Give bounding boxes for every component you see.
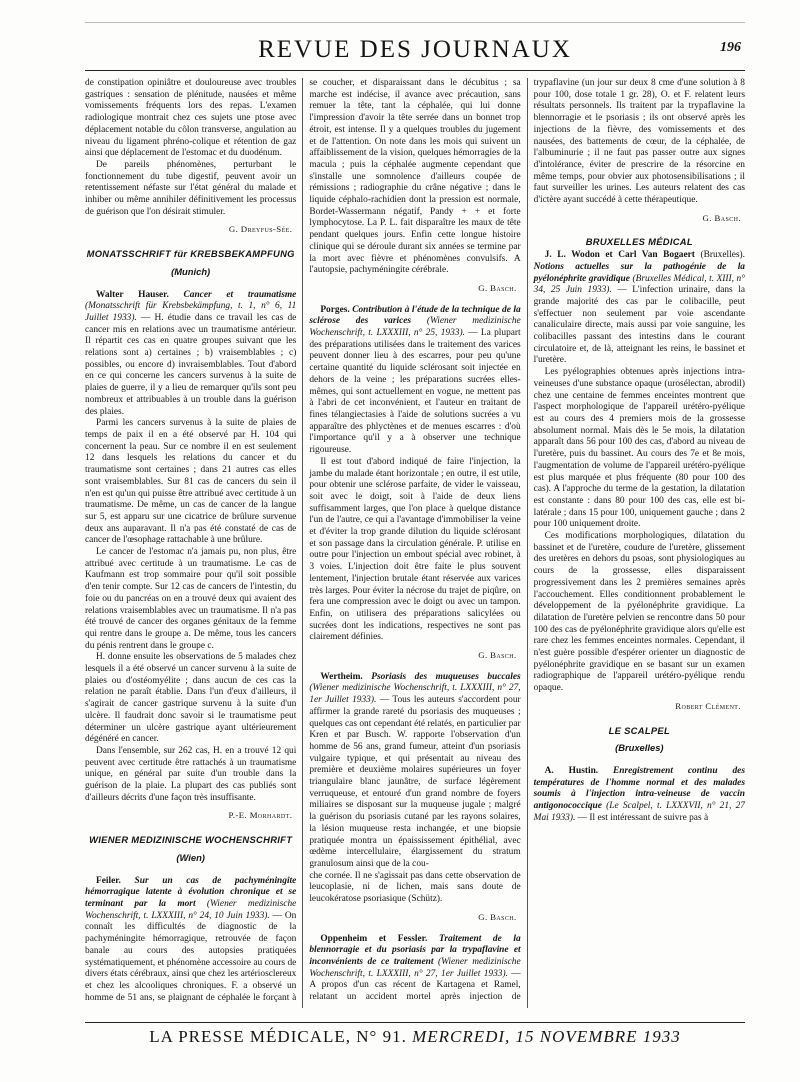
top-rule (85, 22, 745, 23)
footer-journal: LA PRESSE MÉDICALE, (149, 1027, 351, 1046)
article-source: (Wiener medizinische Wochenschrift, t. LXXXIII, n° 25, 1933). (309, 316, 521, 339)
journal-section-city: (Bruxelles) (615, 742, 664, 754)
article-text: — A propos d'un cas récent de Kartagena et Ramel, relatant un accident mortel après injection de trypaflavine (un jour sur deux 8 cme d'une solution à 8 pour 100, dose totale 1 gr. 28), O. et F. relatent leurs résultats personnels. Ils traitent par la trypaflavine la blennorragie et le psoriasis ; ils ont observé après les injections de la fièvre, des vomissements et des nausées, des battements de cœur, de la céphalée, de l'albuminurie ; il ne faut pas passer outre aux signes d'intolérance, éviter de prescrire de la résorcine en même temps, pour obvier aux photosensibilisations ; il faut surveiller les urines. Les auteurs relatent des cas d'ictère ayant succédé à cette thérapeutique. (309, 78, 745, 1003)
author-signature: G. Dreyfus-Sée. (228, 224, 293, 235)
page-footer (85, 1022, 745, 1051)
article-columns (85, 78, 745, 1008)
article-author: A. Hustin. (544, 765, 599, 776)
article-text: — On connaît les difficultés de diagnostic de la pachyméningite hémorragique, retrouvée de façon banale au cours des autopsies pratiquées systématiquement, et phénomène accessoire au cours de divers états cérébraux, ainsi que chez les artériosclereux et chez les alcooliques chroniques. F. a observé un homme de 51 ans, se plaignant de céphalée le forçant à se coucher, et disparaissant dans le décubitus ; sa marche est indécise, il avance avec précaution, sans remuer la tête, tant la céphalée, qui lui donne l'impression d'avoir la tête serrée dans un bonnet trop étroit, est intense. Il y a quelques troubles du jugement et de l'attention. On note dans les mois qui suivent un affaiblissement de la vision, quelques hémorragies de la macula ; puis la céphalée augmente cependant que s'installe une somnolence d'ailleurs coupée de rémissions ; radiographie du crâne négative ; dans le liquide céphalo-rachidien dont la pression est normale, Bordet-Wassermann négatif, Pandy + + et forte lymphocytose. La P. L. fait disparaître les maux de tête pendant quelques jours. Enfin cette longue histoire clinique qui se déroule durant six années se termine par la mort avec fièvre et phénomènes convulsifs. A l'autopsie, pachyméningite cérébrale. (85, 78, 521, 1003)
author-signature: Robert Clément. (675, 700, 741, 711)
footer-date: MERCREDI, 15 NOVEMBRE 1933 (412, 1027, 681, 1046)
article-text: — La plupart des préparations utilisées dans le traitement des varices peuvent donner lieu à des escarres, pour peu qu'une certaine quantité du liquide sclérosant soit injectée en dehors de la veine ; les préparations sucrées elles-mêmes, qui sont actuellement en vogue, ne mettent pas à l'abri de cet inconvénient, et l'auteur en traitant de fines télangiectasies à l'aide de solutions sucrées a vu apparaître des phlyctènes et de menues escarres : d'où l'importance qu'il y a à observer une technique rigoureuse. (309, 328, 521, 456)
article-title: Sur un cas de pachyméningite hémorragique latente à évolution chronique et se terminant par la mort (85, 875, 297, 909)
article-title: Notions actuelles sur la pathogénie de la pyélonéphrite gravidique (533, 261, 745, 284)
article-text: — Tous les auteurs s'accordent pour affirmer la grande rareté du psoriasis des muqueuses ; quelques cas ont cependant été relatés, en particulier par Kren et par Busch. W. rapporte l'observation d'un homme de 56 ans, grand fumeur, atteint d'un psoriasis vulgaire typique, et qui présentait au niveau des première et deuxième molaires supérieures un foyer triangulaire blanc jaunâtre, de surface légèrement verruqueuse, et entouré d'un grand nombre de foyers miliaires se disposant sur la muqueuse jugale ; malgré la guérison du psoriasis cutané par les rayons solaires, la lésion muqueuse resta inchangée, et une biopsie pratiquée montra un épaississement épithélial, avec œdème intercellulaire, élargissement du stratum granulosum ainsi que de la cou- (309, 695, 521, 869)
author-signature: G. Basch. (478, 282, 517, 293)
article-author: Feiler. (96, 875, 121, 886)
article-title: Psoriasis des muqueuses buccales (371, 671, 521, 682)
article-author: Walter Hauser. (96, 289, 169, 300)
paragraph: Le cancer de l'estomac n'a jamais pu, non plus, être attribué avec certitude à un traumatisme. Le cas de Kaufmann est trop sommaire pour qu'il soit possible d'en tenir compte. Sur 12 cas de cancers de l'intestin, du foie ou du pancréas on en a trouvé deux qui avaient des relations vraisemblables avec un traumatisme. Il n'a pas été trouvé de cancer des organes génitaux de la femme qui rentre dans le groupe a. De même, tous les cancers du pénis rentrent dans le groupe c. (85, 547, 297, 651)
journal-section-city: (Wien) (176, 851, 205, 863)
paragraph: H. donne ensuite les observations de 5 malades chez lesquels il a été observé un cancer survenu à la suite de plaies ou d'ostéomyélite ; dans aucun de ces cas la relation ne paraît établie. Dans l'un d'eux d'ailleurs, il s'agirait de cancer gastrique survenu à la suite d'un ulcère. Il faudrait donc savoir si le traumatisme peut déterminer un ulcère gastrique ayant ultérieurement dégénéré en cancer. (85, 652, 297, 745)
author-signature: P.-E. Morhardt. (228, 810, 293, 821)
paragraph: de constipation opiniâtre et douloureuse avec troubles gastriques : sensation de plénitude, nausées et même vomissements fréquents lors des repas. L'examen radiologique montrait chez ces sujets une ptose avec déplacement notable du côlon transverse, angulation au niveau du ligament phréno-colique et rétention de gaz ainsi que déplacement de l'estomac et du duodénum. (85, 78, 297, 159)
paragraph: Ces modifications morphologiques, dilatation du bassinet et de l'uretère, coudure de l'uretère, glissement des uretères en dehors du psoas, sont physiologiques au cours de la grossesse, elles disparaissent progressivement dans les 2 premières semaines après l'accouchement. Elles conditionnent probablement le développement de la pyélonéphrite gravidique. La dilatation de l'uretère pelvien se rencontre dans 50 pour 100 des cas de pyélonéphrite gravidique alors qu'elle est rare chez les femmes enceintes normales. Cependant, il n'est guère possible d'espérer orienter un diagnostic de pyélonéphrite gravidique en se basant sur un examen radiographique de l'appareil urétéro-pyélique rendu opaque. (533, 531, 745, 694)
article-entry (309, 672, 520, 871)
paragraph: Les pyélographies obtenues après injections intra-veineuses d'une substance opaque (urosélectan, abrodil) chez une centaine de femmes enceintes montrent que l'aspect morphologique de l'appareil urétéro-pyélique est au cours des 4 premiers mois de la grossesse absolument normal. Mais dès le 5e mois, la dilatation apparaît dans 56 pour 100 des cas, d'abord au niveau de l'uretère, puis du bassinet. Au cours des 7e et 8e mois, l'augmentation de volume de l'appareil urétéro-pyélique est plus marquée et plus fréquente (80 pour 100 des cas). A l'approche du terme de la gestation, la dilatation est constante : dans 80 pour 100 des cas, elle est bi-latérale ; dans 15 pour 100, uniquement gauche ; dans 2 pour 100 uniquement droite. (533, 367, 745, 530)
article-text: — L'infection urinaire, dans la grande majorité des cas par le colibacille, peut s'effectuer non seulement par voie ascendante canaliculaire directe, mais aussi par voie sanguine, les colibacilles passant des intestins dans le courant circulatoire et, de là, atteignant les reins, le bassinet et l'uretère. (533, 285, 745, 366)
article-text: — H. étudie dans ce travail les cas de cancer mis en relations avec un traumatisme antérieur. Il répartit ces cas en quatre groupes suivant que les relations sont a) certaines ; b) vraisemblables ; c) possibles, ou encore d) invraisemblables. Tout d'abord en ce qui concerne les cancers survenus à la suite de plaies de guerre, il y a lieu de remarquer qu'ils sont peu nombreux et attribuables à un trouble dans la guérison des plaies. (85, 312, 297, 417)
article-source: (Monatsschrift für Krebsbekämpfung, t. 1, n° 6, 11 Juillet 1933). (85, 301, 297, 323)
article-author: J. L. Wodon et Carl Van Bogaert (544, 250, 695, 261)
page-number: 196 (720, 40, 741, 55)
article-title: Cancer et traumatisme (183, 289, 297, 300)
journal-section-heading: BRUXELLES MÉDICAL (585, 236, 693, 248)
article-source: (Wiener medizinische Wochenschrift, t. LXXXIII, n° 27, 1er Juillet 1933). (309, 956, 521, 979)
journal-page (85, 0, 745, 1082)
author-signature: G. Basch. (478, 911, 517, 922)
paragraph: Dans l'ensemble, sur 262 cas, H. en a trouvé 12 qui peuvent avec certitude être rattachés à un traumatisme unique, en général par suite d'un trouble dans la guérison de la plaie. La plupart des cas publiés sont d'ailleurs décrits d'une façon très insuffisante. (85, 745, 297, 803)
journal-section-heading: LE SCALPEL (608, 724, 670, 736)
paragraph: De pareils phénomènes, perturbant le fonctionnement du tube digestif, peuvent avoir un retentissement néfaste sur l'état général du malade et inhiber ou même annihiler définitivement les processus de guérison que l'on désirait stimuler. (85, 159, 297, 217)
journal-section-heading: WIENER MEDIZINISCHE WOCHENSCHRIFT (89, 834, 293, 846)
paragraph: che cornée. Il ne s'agissait pas dans cette observation de leucoplasie, ni de lichen, mais sans doute de leucokératose psoriasique (Schütz). (309, 870, 521, 905)
article-place: (Bruxelles). (700, 250, 745, 261)
article-entry (534, 766, 745, 825)
article-source: (Wiener medizinische Wochenschrift, t. LXXXIII, n° 27, 1er Juillet 1933). (309, 683, 521, 706)
article-author: Wertheim. (320, 671, 363, 682)
journal-section-city: (Munich) (171, 265, 211, 277)
article-source: (Wiener medizinische Wochenschrift, t. LXXXIII, n° 24, 10 Juin 1933). (85, 899, 297, 921)
paragraph: Il est tout d'abord indiqué de faire l'injection, la jambe du malade étant horizontale ; en outre, il est utile, pour obtenir une sclérose parfaite, de vider le vaisseau, soit avec le doigt, soit à l'aide de deux liens suffisamment larges, que l'on place à quelque distance l'un de l'autre, ce qui a l'avantage d'immobiliser la veine et d'éviter la trop grande dilution du liquide sclérosant et son passage dans la circulation générale. P. utilise en outre pour l'injection un embout spécial avec robinet, à 3 voies. L'injection doit être faite le plus souvent lentement, l'injection brutale étant réservée aux varices très larges. Pour éviter la nécrose du trajet de piqûre, on fera une compression avec le doigt ou avec un tampon. Enfin, on utilisera des préparations salicylées ou sucrées dont les indications, respectives ne sont pas clairement définies. (309, 456, 521, 643)
article-entry (534, 250, 745, 367)
article-author: Oppenheim et Fessler. (320, 933, 428, 944)
article-source: (Bruxelles Médical, t. XIII, n° 34, 25 Juin 1933). (533, 273, 745, 296)
article-author: Porges. (320, 304, 350, 315)
article-entry (85, 290, 296, 419)
page-title: REVUE DES JOURNAUX (258, 36, 572, 63)
article-text: — Il est intéressant de suivre pas à (577, 812, 709, 823)
article-title: Traitement de la blennorragie et du psoriasis par la trypaflavine et inconvénients de ce traitement (309, 933, 521, 967)
article-entry (309, 305, 520, 457)
page-header (85, 30, 745, 71)
author-signature: G. Basch. (702, 212, 741, 223)
article-title: Enregistrement continu des températures de l'homme normal et des malades soumis à l'injection intra-veineuse de vaccin antigonococcique (533, 765, 745, 812)
article-source: (Le Scalpel, t. LXXXVII, n° 21, 27 Mai 1933). (533, 801, 745, 823)
journal-section-heading: MONATSSCHRIFT für KREBSBEKAMPFUNG (86, 248, 295, 260)
footer-issue-number: N° 91. (356, 1027, 407, 1046)
paragraph: Parmi les cancers survenus à la suite de plaies de temps de paix il en a été observé par H. 104 qui concernent la peau. Sur ce nombre il en est seulement 12 dans lesquels les relations du cancer et du traumatisme sont certaines ; dans 21 autres cas elles sont vraisemblables. Sur 81 cas de cancers du sein il n'en est qu'un qui puisse être attribué avec certitude à un traumatisme. De même, un cas de cancer de la langue sur 5, est apparu sur une cicatrice de brûlure survenue deux ans auparavant. Il n'a pas été constaté de cas de cancer de l'œsophage rattachable à une brûlure. (85, 418, 297, 546)
article-title: Contribution à l'étude de la technique de la sclérose des varices (309, 304, 521, 327)
author-signature: G. Basch. (478, 650, 517, 661)
